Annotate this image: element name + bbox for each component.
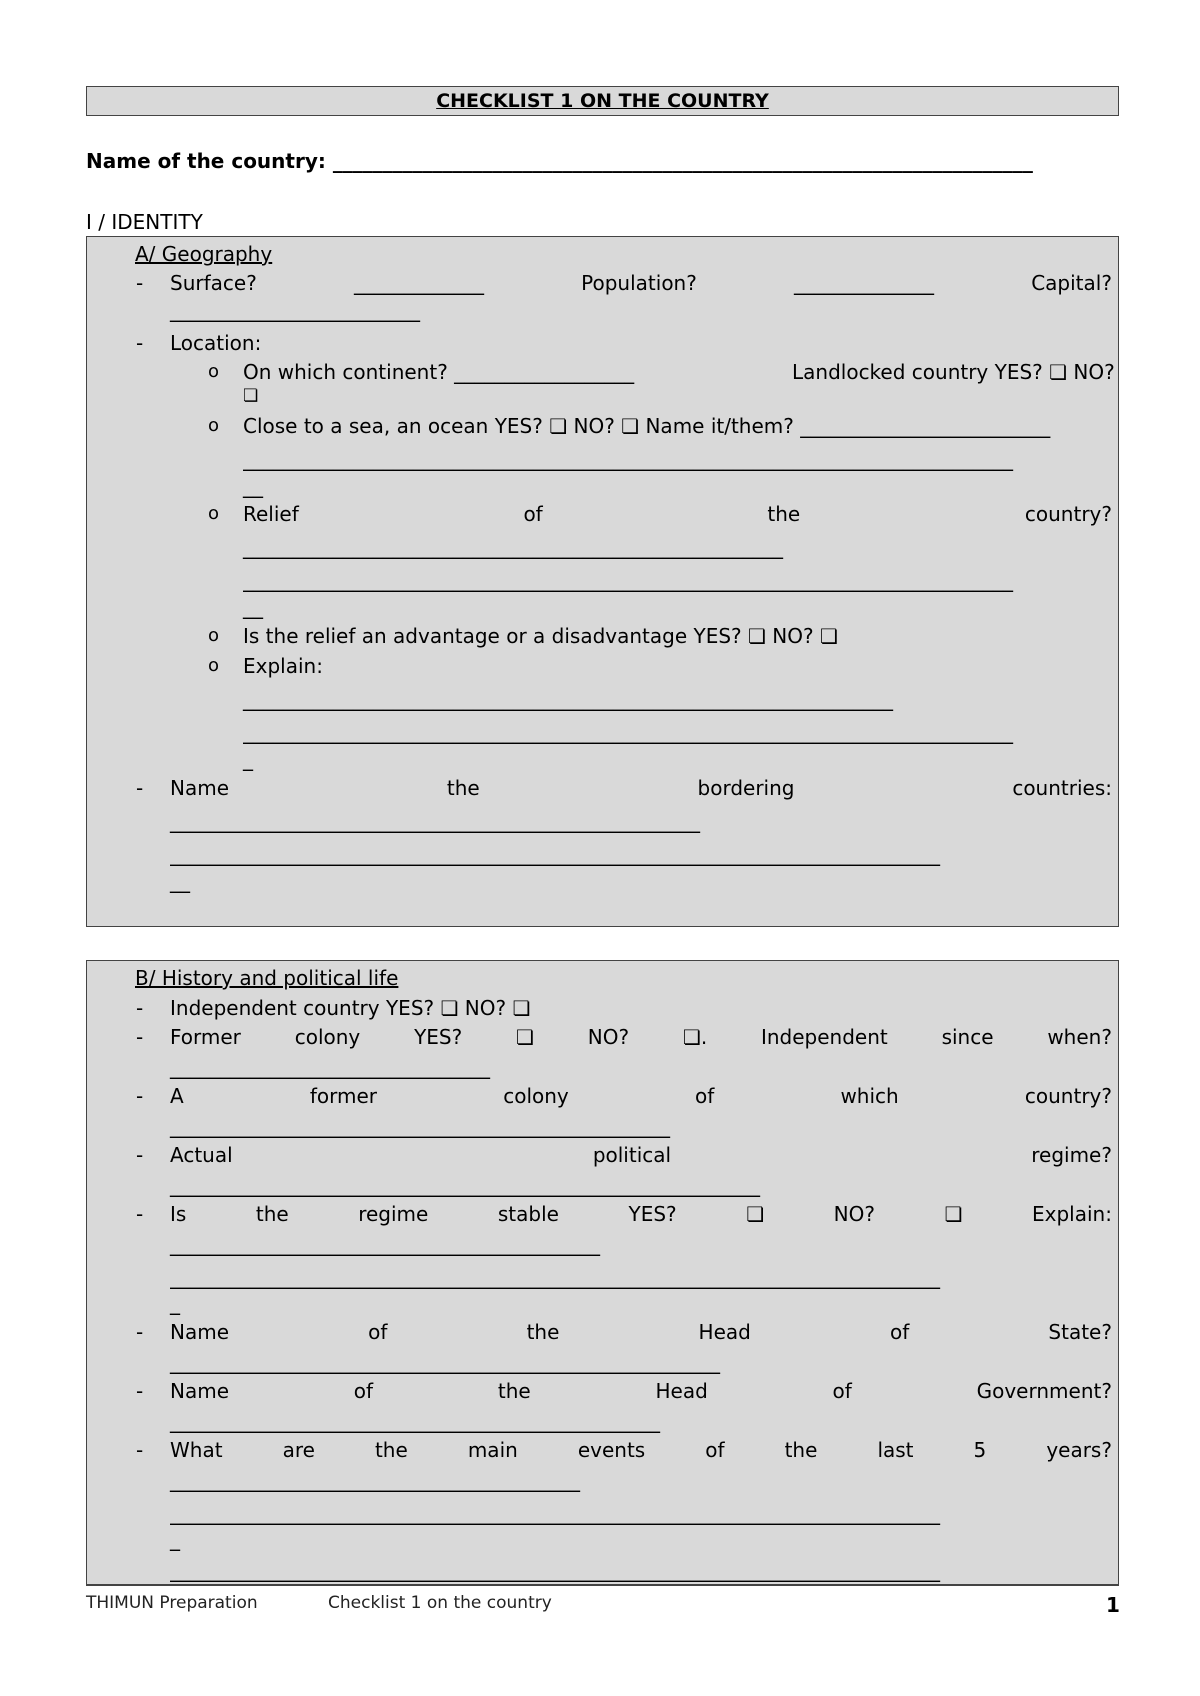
word: of	[353, 1379, 374, 1403]
word: Name	[170, 1320, 230, 1344]
sea-answer-line[interactable]: _____________________________________________________________________________	[243, 447, 1013, 471]
word: Head	[698, 1320, 751, 1344]
word: State?	[1048, 1320, 1112, 1344]
bullet-dash: -	[136, 331, 144, 355]
country-name-line[interactable]: ______________________________________________________________________	[332, 149, 1033, 173]
bordering-line[interactable]: _____________________________________________________	[170, 809, 700, 833]
head-of-government-question	[170, 1379, 1112, 1403]
word: YES?	[628, 1202, 677, 1226]
page-number: 1	[1106, 1593, 1120, 1617]
bullet-circle: o	[208, 503, 220, 524]
history-heading: B/ History and political life	[135, 966, 399, 990]
bullet-circle: o	[208, 625, 220, 646]
word: A	[170, 1084, 184, 1108]
sea-answer-line-end: __	[243, 474, 263, 498]
word: countries:	[1012, 776, 1112, 800]
word: of	[523, 502, 543, 526]
explain-line-end: _	[243, 747, 253, 771]
word: the	[374, 1438, 408, 1462]
explain-line[interactable]: _________________________________________________________________	[243, 687, 893, 711]
word: Name	[170, 776, 230, 800]
word: Head	[655, 1379, 708, 1403]
relief-question	[243, 502, 1112, 526]
word: the	[767, 502, 801, 526]
capital-label: Capital?	[1031, 271, 1112, 295]
word: Government?	[976, 1379, 1112, 1403]
word: last	[877, 1438, 914, 1462]
continent-question: On which continent? __________________	[243, 360, 635, 384]
word: Name	[170, 1379, 230, 1403]
word: when?	[1047, 1025, 1112, 1049]
population-line[interactable]: ______________	[794, 271, 935, 295]
regime-explain-line-2[interactable]: _____________________________________________________________________________	[170, 1265, 940, 1289]
word: colony	[294, 1025, 361, 1049]
word: NO?	[587, 1025, 630, 1049]
explain-label: Explain:	[243, 654, 323, 678]
word: the	[784, 1438, 818, 1462]
geography-heading: A/ Geography	[135, 242, 273, 266]
footer-left: THIMUN Preparation	[86, 1593, 258, 1613]
former-colony-of-line[interactable]: __________________________________________________	[170, 1114, 670, 1138]
bullet-dash: -	[136, 1202, 144, 1226]
word: YES?	[414, 1025, 463, 1049]
surface-line[interactable]: _____________	[353, 271, 484, 295]
no-checkbox[interactable]: ❏	[944, 1202, 963, 1226]
main-events-line[interactable]: _________________________________________	[170, 1468, 580, 1492]
word: of	[832, 1379, 852, 1403]
bullet-dash: -	[136, 1025, 144, 1049]
bordering-question	[170, 776, 1112, 800]
head-of-state-question	[170, 1320, 1112, 1344]
regime-stable-question	[170, 1202, 1112, 1226]
head-of-government-line[interactable]: _________________________________________________	[170, 1409, 660, 1433]
word: What	[170, 1438, 223, 1462]
word: the	[255, 1202, 289, 1226]
bullet-dash: -	[136, 1320, 144, 1344]
footer-middle: Checklist 1 on the country	[328, 1593, 552, 1613]
history-box-bottom-border	[86, 1584, 1119, 1586]
word: Actual	[170, 1143, 233, 1167]
word: the	[446, 776, 480, 800]
word: Independent	[760, 1025, 888, 1049]
capital-line[interactable]: _________________________	[170, 298, 420, 322]
yes-checkbox[interactable]: ❏	[746, 1202, 765, 1226]
word: of	[705, 1438, 725, 1462]
yes-checkbox[interactable]: ❏	[516, 1025, 534, 1049]
bullet-dash: -	[136, 996, 144, 1020]
word: main	[467, 1438, 518, 1462]
landlocked-no-checkbox[interactable]: ❏	[243, 386, 259, 406]
bullet-dash: -	[136, 776, 144, 800]
relief-answer-line-2[interactable]: _____________________________________________________________________________	[243, 568, 1013, 592]
word: of	[368, 1320, 388, 1344]
no-checkbox[interactable]: ❏.	[682, 1025, 708, 1049]
word: former	[309, 1084, 378, 1108]
bullet-circle: o	[208, 415, 220, 436]
relief-answer-line-end: __	[243, 595, 263, 619]
former-colony-of-question	[170, 1084, 1112, 1108]
head-of-state-line[interactable]: _______________________________________________________	[170, 1350, 720, 1374]
bordering-line-2[interactable]: _____________________________________________________________________________	[170, 842, 940, 866]
word: country?	[1024, 502, 1112, 526]
word: the	[526, 1320, 560, 1344]
bullet-dash: -	[136, 271, 144, 295]
bullet-circle: o	[208, 655, 220, 676]
word: Is	[170, 1202, 187, 1226]
explain-line-2[interactable]: _____________________________________________________________________________	[243, 720, 1013, 744]
relief-advantage-question: Is the relief an advantage or a disadvantage YES? ❏ NO? ❏	[243, 624, 838, 648]
landlocked-question: Landlocked country YES? ❏ NO?	[792, 360, 1115, 384]
word: bordering	[697, 776, 795, 800]
country-name-field	[86, 149, 1033, 173]
bullet-dash: -	[136, 1379, 144, 1403]
word: colony	[503, 1084, 569, 1108]
word: Explain:	[1032, 1202, 1112, 1226]
regime-explain-line-end: _	[170, 1291, 180, 1315]
surface-label: Surface?	[170, 271, 257, 295]
surface-row	[170, 271, 1112, 295]
word: country?	[1024, 1084, 1112, 1108]
country-name-label: Name of the country:	[86, 149, 333, 173]
word: Former	[170, 1025, 241, 1049]
word: NO?	[833, 1202, 875, 1226]
word: the	[497, 1379, 531, 1403]
location-label: Location:	[170, 331, 262, 355]
bullet-dash: -	[136, 1084, 144, 1108]
document-title: CHECKLIST 1 ON THE COUNTRY	[86, 86, 1119, 116]
word: are	[282, 1438, 315, 1462]
relief-answer-line[interactable]: ______________________________________________________	[243, 535, 783, 559]
bullet-dash: -	[136, 1143, 144, 1167]
main-events-line-end: _	[170, 1527, 180, 1551]
word: regime	[358, 1202, 429, 1226]
word: stable	[497, 1202, 559, 1226]
section-heading: I / IDENTITY	[86, 210, 203, 234]
word: Relief	[243, 502, 299, 526]
word: years?	[1046, 1438, 1112, 1462]
main-events-question	[170, 1438, 1112, 1462]
sea-question: Close to a sea, an ocean YES? ❏ NO? ❏ Name it/them? _________________________	[243, 414, 1051, 438]
bullet-dash: -	[136, 1438, 144, 1462]
word: of	[694, 1084, 715, 1108]
word: events	[577, 1438, 646, 1462]
word: since	[941, 1025, 994, 1049]
word: political	[592, 1143, 672, 1167]
independent-question: Independent country YES? ❏ NO? ❏	[170, 996, 531, 1020]
regime-explain-line[interactable]: ___________________________________________	[170, 1232, 600, 1256]
word: 5	[973, 1438, 987, 1462]
word: which	[840, 1084, 899, 1108]
population-label: Population?	[581, 271, 697, 295]
bullet-circle: o	[208, 361, 220, 382]
political-regime-question	[170, 1143, 1112, 1167]
independent-since-line[interactable]: ________________________________	[170, 1055, 490, 1079]
main-events-line-3[interactable]: _____________________________________________________________________________	[170, 1558, 940, 1582]
main-events-line-2[interactable]: _____________________________________________________________________________	[170, 1501, 940, 1525]
bordering-line-end: __	[170, 869, 190, 893]
political-regime-line[interactable]: ___________________________________________________________	[170, 1173, 760, 1197]
word: regime?	[1031, 1143, 1112, 1167]
word: of	[889, 1320, 910, 1344]
former-colony-question	[170, 1025, 1112, 1049]
